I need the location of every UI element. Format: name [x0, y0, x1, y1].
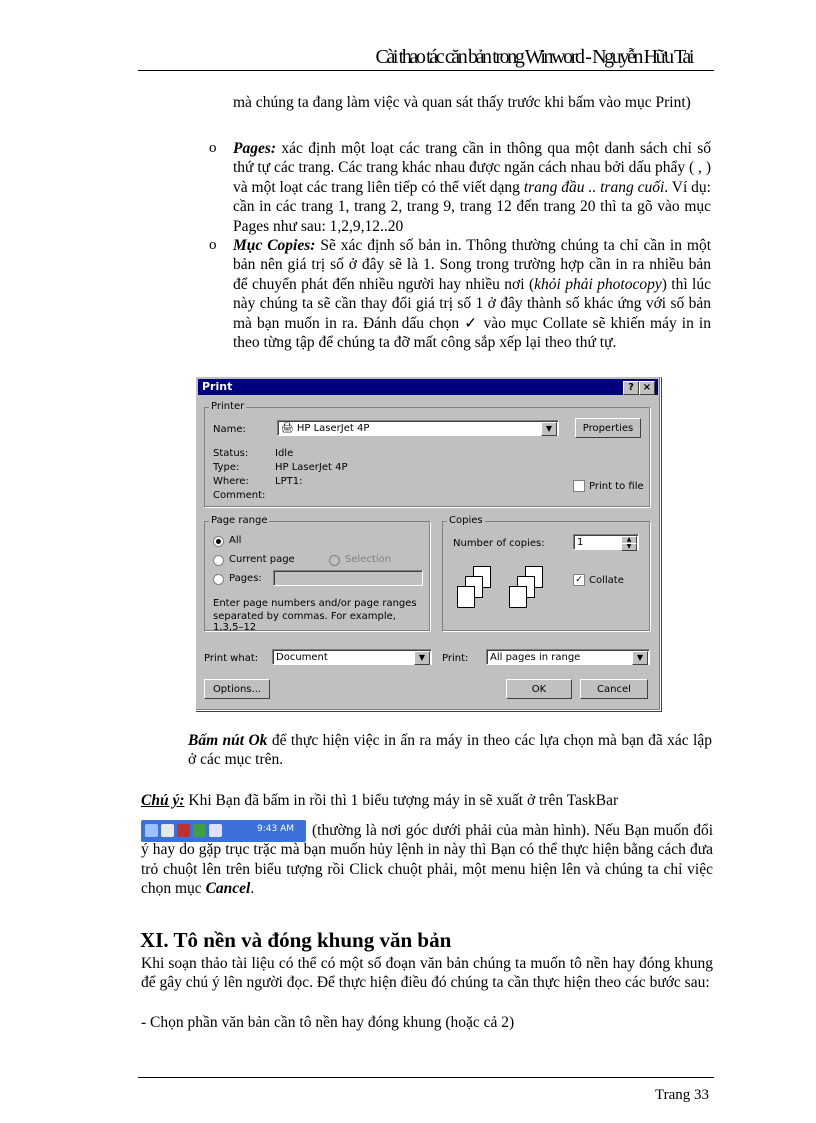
copies-legend: Copies	[449, 515, 483, 526]
properties-button[interactable]: Properties	[575, 418, 641, 438]
copies-paragraph	[233, 236, 711, 352]
pages-text-a: xác định một loạt các trang cần in thông qua một danh sách chỉ số thứ tự các trang. Các trang khác nhau được ngăn cách nhau bởi dấu phẩy ( , ) và một loạt các trang liên tiếp có thể viết dạng	[233, 140, 711, 196]
pages-paragraph	[233, 139, 711, 236]
print-dialog	[195, 376, 661, 711]
print-what-value: Document	[276, 652, 328, 663]
where-label: Where:	[213, 476, 249, 487]
header-rule	[138, 70, 714, 71]
options-button[interactable]: Options...	[204, 679, 270, 699]
selection-radio[interactable]	[329, 555, 340, 566]
current-page-radio[interactable]	[213, 555, 224, 566]
print-range-select[interactable]	[486, 649, 650, 665]
print-range-value: All pages in range	[490, 652, 581, 663]
tray-clock: 9:43 AM	[257, 824, 294, 834]
collate-label: Collate	[589, 575, 624, 586]
all-radio[interactable]	[213, 536, 224, 547]
pages-text-b: . Ví dụ: cần in các trang 1, trang 2, trang 9, trang 12 đến trang 20 thì ta gõ vào mục Pages như sau: 1,2,9,12..20	[233, 178, 711, 235]
dialog-title: Print	[202, 380, 233, 393]
page-range-legend: Page range	[211, 515, 268, 526]
print-what-label: Print what:	[204, 653, 259, 664]
type-value: HP LaserJet 4P	[275, 462, 348, 473]
print-to-file-label: Print to file	[589, 481, 644, 492]
chevron-down-icon[interactable]: ▼	[414, 651, 430, 665]
chevron-down-icon[interactable]: ▼	[632, 651, 648, 665]
note-cancel: Cancel	[205, 880, 251, 898]
status-label: Status:	[213, 448, 249, 459]
ok-text: để thực hiện việc in ấn ra máy in theo các lựa chọn mà bạn đã xác lập ở các mục trên.	[188, 732, 712, 769]
copies-spinner[interactable]	[573, 534, 639, 550]
type-label: Type:	[213, 462, 240, 473]
ok-title: Bấm nút Ok	[188, 732, 268, 749]
spinner-down-icon[interactable]: ▼	[621, 543, 637, 551]
printer-name-value: HP LaserJet 4P	[296, 423, 370, 434]
print-to-file-checkbox[interactable]	[573, 480, 585, 492]
note-title: Chú ý:	[141, 792, 185, 809]
copies-text-b: ) thì lúc này chúng ta sẽ cần thay đổi giá trị số 1 ở đây thành số khác ứng với số bản mà bạn muốn in ra. Đánh dấu chọn ✓ vào mục Collate sẽ khiến máy in in theo từng tập để chúng ta đỡ mất công sắp xếp lại theo thứ tự.	[233, 275, 711, 352]
help-button[interactable]: ?	[623, 381, 639, 395]
note-end: .	[250, 880, 255, 898]
print-what-select[interactable]	[272, 649, 432, 665]
ok-paragraph	[188, 731, 712, 770]
section-heading: XI. Tô nền và đóng khung văn bản	[140, 928, 452, 952]
printer-group-legend: Printer	[211, 401, 245, 412]
page-icon	[509, 586, 527, 608]
page-hint-line-2: separated by commas. For example, 1,3,5–12	[213, 611, 396, 633]
close-button[interactable]: ×	[639, 381, 655, 395]
bullet-circle: o	[209, 237, 217, 253]
collate-checkbox[interactable]: ✓	[573, 574, 585, 586]
printer-icon: 🖨	[281, 423, 297, 434]
print-label: Print:	[442, 653, 469, 664]
printer-group	[204, 401, 650, 507]
note-text-b: (thường là nơi góc dưới phải của màn hình). Nếu Bạn muốn đổi ý hay do gặp trục trặc mà bạn muốn hủy lệnh in này thì Bạn có thể thực hiện bằng cách đưa trỏ chuột lên trên biểu tượng rồi Click chuột phải, một menu hiện lên và chúng ta chỉ việc chọn mục	[141, 822, 713, 898]
copies-value: 1	[577, 537, 584, 548]
status-value: Idle	[275, 448, 294, 459]
footer-rule	[138, 1077, 714, 1078]
pages-input[interactable]	[273, 570, 423, 586]
pages-italic: trang đầu .. trang cuối	[523, 178, 665, 196]
selection-label: Selection	[345, 554, 392, 565]
where-value: LPT1:	[275, 476, 303, 487]
pages-title: Pages:	[233, 140, 277, 157]
page-hint-line-1: Enter page numbers and/or page ranges	[213, 598, 417, 609]
chevron-down-icon[interactable]: ▼	[541, 422, 557, 436]
cancel-button[interactable]: Cancel	[580, 679, 648, 699]
page-range-group	[204, 515, 430, 633]
note-text-a: Khi Bạn đã bấm in rồi thì 1 biểu tượng máy in sẽ xuất ở trên TaskBar	[184, 792, 619, 809]
copies-group	[442, 515, 650, 631]
comment-label: Comment:	[213, 490, 266, 501]
printer-name-select[interactable]	[277, 420, 559, 436]
name-label: Name:	[213, 424, 246, 435]
section-paragraph: Khi soạn thảo tài liệu có thể có một số đoạn văn bản chúng ta muốn tô nền hay đóng khung để gây chú ý lên người đọc. Để thực hiện điều đó chúng ta cần thực hiện theo các bước sau:	[141, 955, 713, 992]
all-label: All	[229, 535, 242, 546]
note-paragraph	[141, 821, 713, 899]
note-first-line	[141, 791, 713, 810]
spinner-up-icon[interactable]: ▲	[621, 536, 637, 544]
copies-title: Mục Copies:	[233, 237, 316, 254]
bullet-circle: o	[209, 140, 217, 156]
pages-radio[interactable]	[213, 574, 224, 585]
copies-italic: khỏi phải photocopy	[534, 275, 662, 293]
dialog-titlebar	[198, 379, 658, 395]
page-icon	[457, 586, 475, 608]
current-page-label: Current page	[229, 554, 295, 565]
number-of-copies-label: Number of copies:	[453, 538, 545, 549]
copies-text-a: Sẽ xác định số bản in. Thông thường chúng ta chỉ cần in một bản nên giá trị số ở đây sẽ là 1. Song trong trường hợp cần in ra nhiều bản để chuyển phát đến nhiều người hay nhiều nơi (	[233, 237, 711, 293]
page-number: Trang 33	[654, 1087, 709, 1103]
ok-button[interactable]: OK	[506, 679, 572, 699]
pages-label: Pages:	[229, 573, 262, 584]
intro-paragraph: mà chúng ta đang làm việc và quan sát thấy trước khi bấm vào mục Print)	[233, 94, 691, 111]
header-title: Cài thao tác căn bản trong Winword - Nguyễn Hữu Tai	[375, 46, 692, 68]
step-1: - Chọn phần văn bản cần tô nền hay đóng khung (hoặc cả 2)	[141, 1014, 515, 1031]
